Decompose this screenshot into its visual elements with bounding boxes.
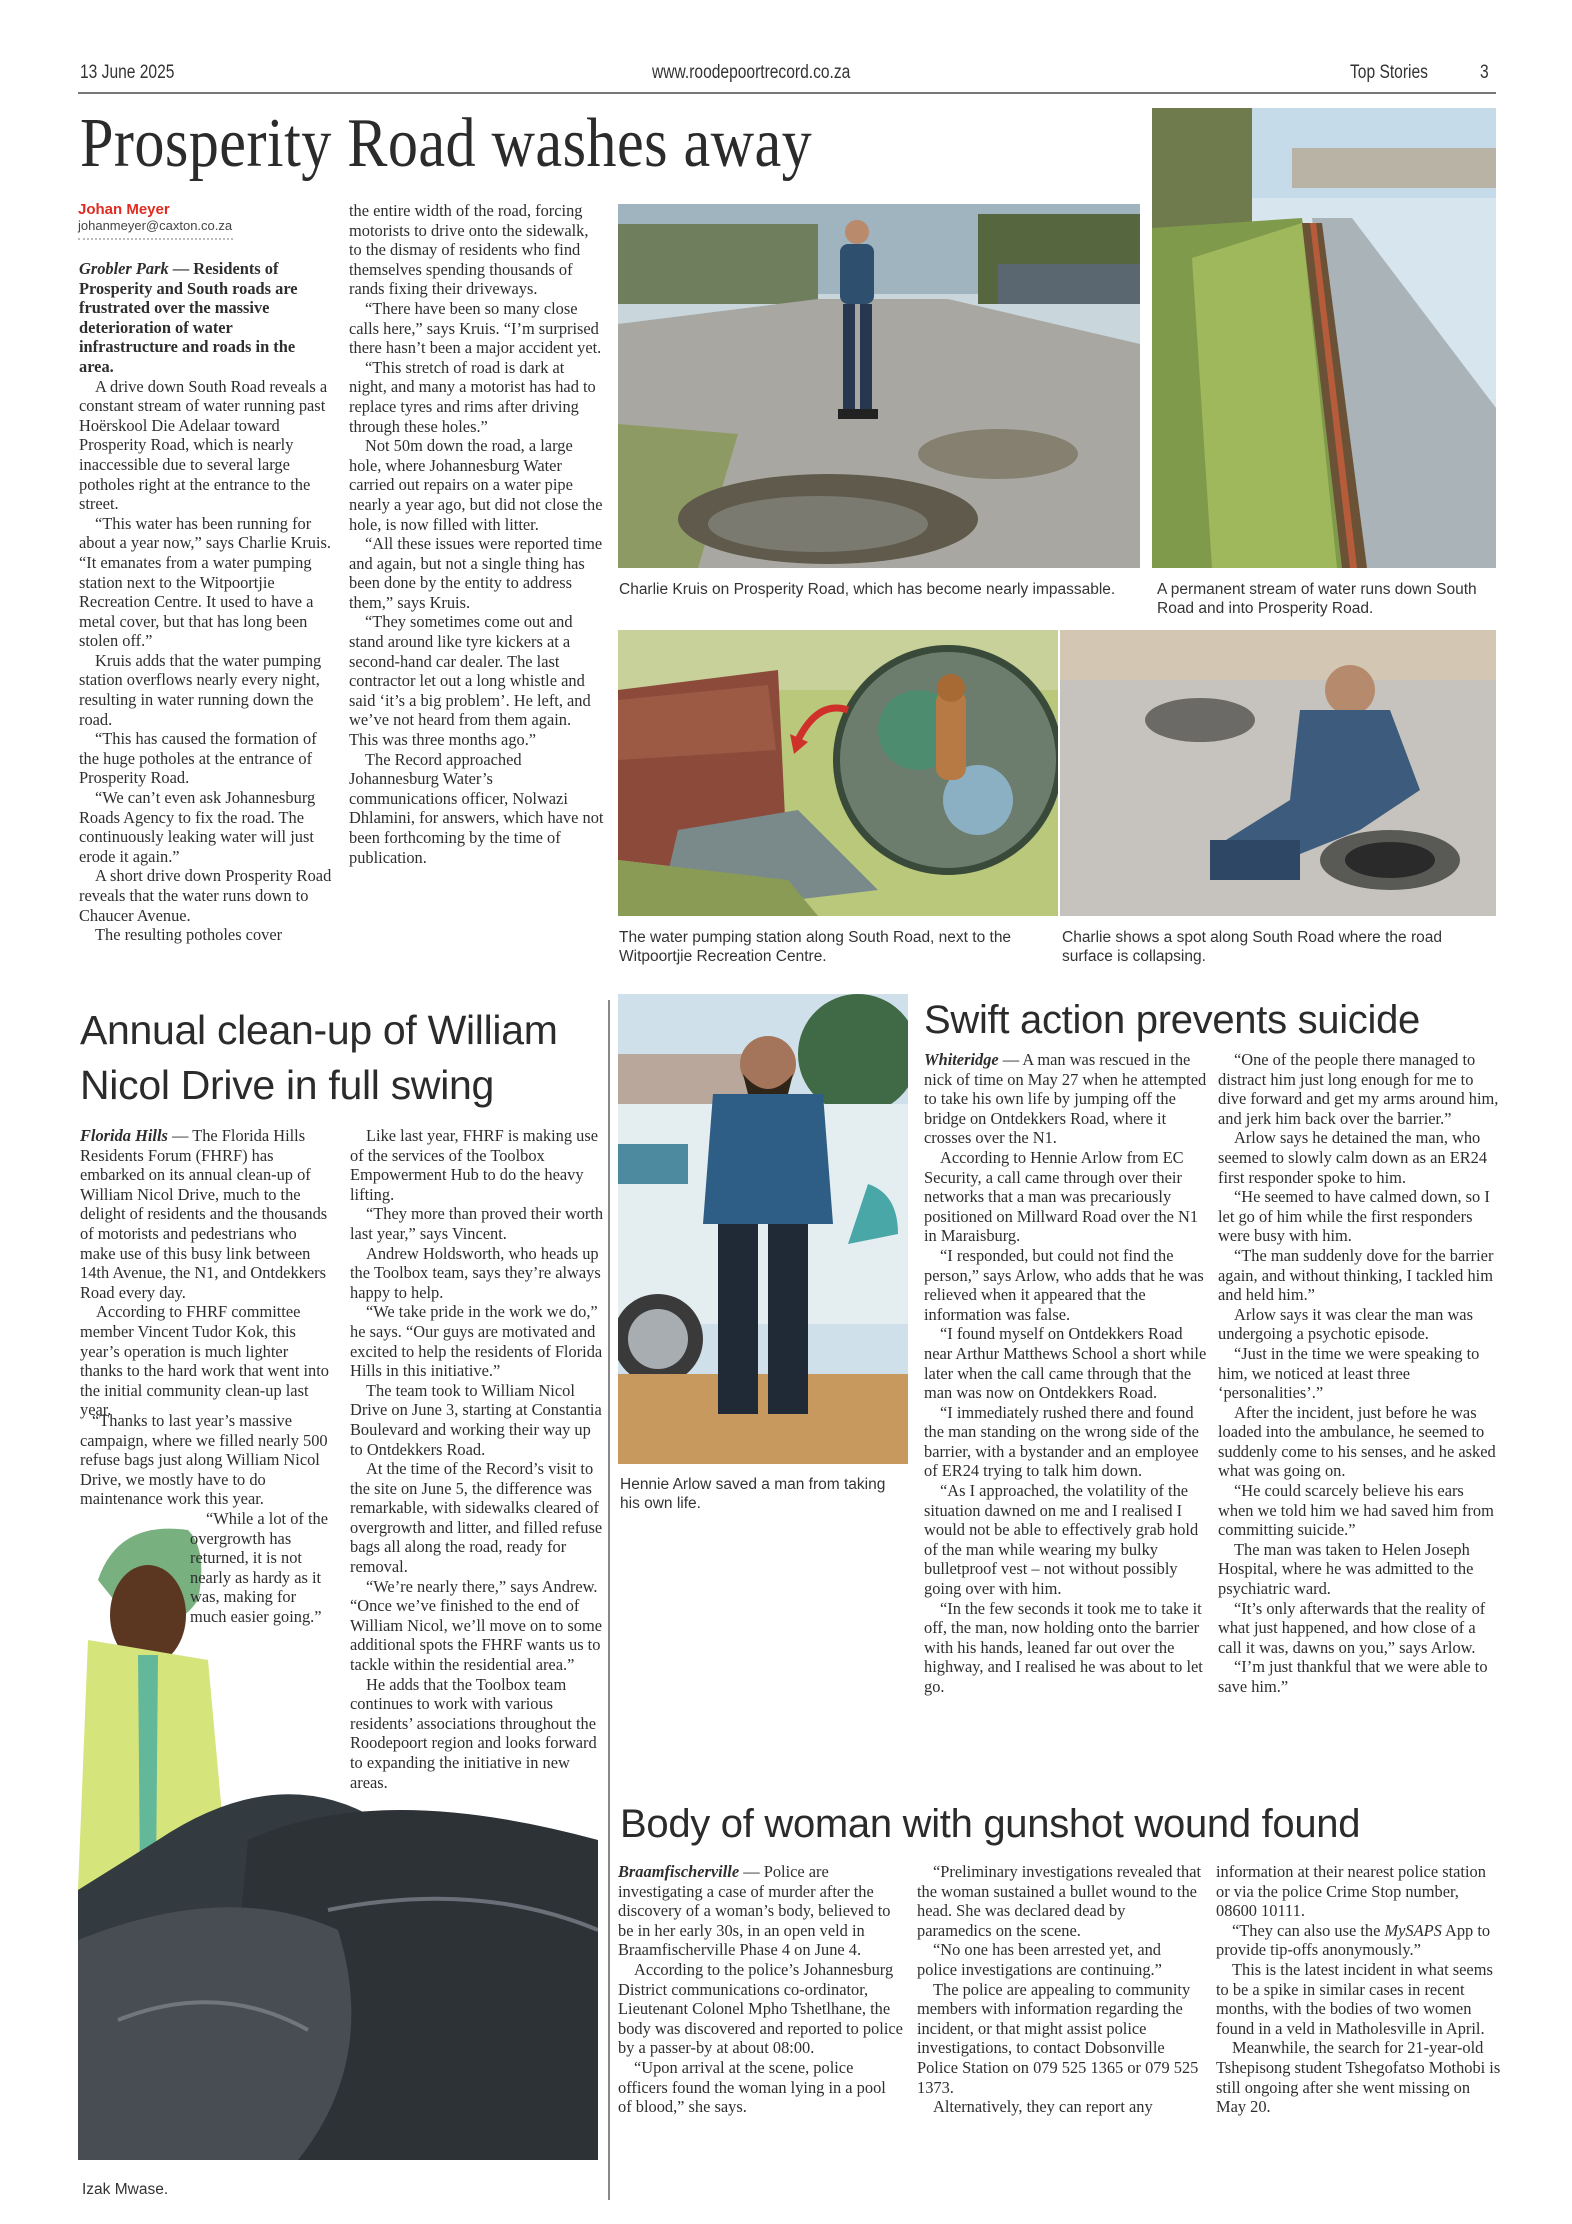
story2-column-1	[80, 1126, 335, 1420]
paragraph: “I’m just thankful that we were able to save him.”	[1218, 1657, 1488, 1696]
paragraph: The Record approached Johannesburg Water’s communications officer, Nolwazi Dhlamini, for answers, which have not been forthcoming by the time of publication.	[349, 749, 604, 867]
paragraph: Like last year, FHRF is making use of the services of the Toolbox Empowerment Hub to do the heavy lifting.	[350, 1126, 598, 1204]
caption-photo-1: Charlie Kruis on Prosperity Road, which has become nearly impassable.	[619, 581, 1116, 598]
paragraph: “They sometimes come out and stand around like tyre kickers at a second-hand car dealer. The last contractor let out a long whistle and said ‘it’s a big problem’. He left, and we’ve not heard from them again. This was three months ago.”	[349, 612, 591, 750]
website-url[interactable]: www.roodepoortrecord.co.za	[652, 62, 851, 83]
wrap-text-block	[80, 1411, 335, 1721]
paragraph: Not 50m down the road, a large hole, where Johannesburg Water carried out repairs on a water pipe nearly a year ago, but did not close the hole, is now filled with litter.	[349, 436, 603, 534]
paragraph: “We take pride in the work we do,” he says. “Our guys are motivated and excited to help the residents of Florida Hills in this initiative.”	[350, 1302, 603, 1381]
story3-intro: Whiteridge — A man was rescued in the nick of time on May 27 when he attempted to take his own life by jumping off the bridge on Ontdekkers Road, where it crosses over the N1.	[924, 1050, 1207, 1148]
paragraph: “Thanks to last year’s massive campaign, where we filled nearly 500 refuse bags just along William Nicol Drive, we mostly have to do maintenance work this year.	[80, 1411, 328, 1509]
mysaps-app-name: MySAPS	[1384, 1920, 1442, 1940]
paragraph: The resulting potholes cover	[95, 925, 283, 945]
story2-column-1-wrap	[80, 1411, 335, 1721]
story4-headline: Body of woman with gunshot wound found	[620, 1802, 1361, 1846]
paragraph: “I found myself on Ontdekkers Road near Arthur Matthews School a short while later when the call came through that the man was now on Ontdekkers Road.	[924, 1324, 1207, 1403]
caption-photo-2: A permanent stream of water runs down South Road and into Prosperity Road.	[1157, 581, 1477, 617]
photo-charlie-on-road	[618, 204, 1140, 568]
paragraph: A drive down South Road reveals a constant stream of water running past Hoërskool Die Adelaar toward Prosperity Road, which is nearly inaccessible due to several large potholes right at the entrance to the street.	[79, 376, 328, 514]
paragraph: “He could scarcely believe his ears when we told him we had saved him from committing suicide.”	[1218, 1481, 1494, 1540]
paragraph: Arlow says he detained the man, who seemed to slowly calm down as an ER24 first responder spoke to him.	[1218, 1128, 1488, 1187]
paragraph: After the incident, just before he was loaded into the ambulance, he seemed to suddenly come to his senses, and he asked what was going on.	[1218, 1402, 1496, 1481]
column-divider	[608, 1000, 610, 2200]
story1-lead: Grobler Park — Residents of Prosperity and South roads are frustrated over the massive deterioration of water infrastructure and roads in the area.	[79, 259, 298, 376]
paragraph: “In the few seconds it took me to take it off, the man, now holding onto the barrier with his hands, leaned far out over the highway, and I realised he was about to let go.	[924, 1598, 1203, 1696]
paragraph: “We’re nearly there,” says Andrew. “Once we’ve finished to the end of William Nicol, we’ll move on to some additional spots the FHRF wants us to tackle within the residential area.”	[350, 1576, 602, 1675]
story3-column-2	[1218, 1050, 1502, 1697]
paragraph: “There have been so many close calls here,” says Kruis. “I’m surprised there hasn’t been a major accident yet.	[349, 298, 602, 358]
photo-hennie-arlow	[618, 994, 908, 1464]
paragraph: “One of the people there managed to distract him just long enough for me to dive forward and get my arms around him, and jerk him back over the barrier.”	[1218, 1050, 1499, 1128]
byline-email[interactable]: johanmeyer@caxton.co.za	[78, 218, 233, 233]
hennie-arlow-image	[618, 994, 908, 1464]
paragraph: “They can also use the MySAPS App to provide tip-offs anonymously.”	[1216, 1920, 1491, 1960]
paragraph: The man was taken to Helen Joseph Hospital, where he was admitted to the psychiatric ward.	[1218, 1539, 1474, 1599]
caption-hennie-arlow: Hennie Arlow saved a man from taking his own life.	[620, 1476, 886, 1512]
byline-name: Johan Meyer	[78, 201, 170, 218]
paragraph: This is the latest incident in what seems to be a spike in similar cases in recent months, with the bodies of two women found in a veld in Matholesville in April.	[1216, 1959, 1493, 2038]
paragraph: Meanwhile, the search for 21-year-old Tshepisong student Tshegofatso Mothobi is still ongoing after she went missing on May 20.	[1216, 2038, 1501, 2117]
caption-photo-3: The water pumping station along South Road, next to the Witpoortjie Recreation Centre.	[619, 929, 1012, 965]
paragraph: “We can’t even ask Johannesburg Roads Agency to fix the road. The continuously leaking water will just erode it again.”	[79, 788, 316, 866]
paragraph: “I immediately rushed there and found the man standing on the wrong side of the barrier, with a bystander and an employee of ER24 trying to talk him down.	[924, 1402, 1199, 1481]
paragraph: “No one has been arrested yet, and police investigations are continuing.”	[917, 1940, 1162, 1979]
paragraph: The team took to William Nicol Drive on June 3, starting at Constantia Boulevard and working their way up to Ontdekkers Road.	[350, 1380, 602, 1459]
paragraph: information at their nearest police station or via the police Crime Stop number, 08600 10111.	[1216, 1862, 1486, 1921]
caption-izak-mwase: Izak Mwase.	[82, 2181, 169, 2198]
paragraph: “All these issues were reported time and again, but not a single thing has been done by the entity to address them,” says Kruis.	[349, 534, 603, 612]
paragraph: “This water has been running for about a year now,” says Charlie Kruis. “It emanates from a water pumping station next to the Witpoortjie Recreation Centre. It used to have a metal cover, but that has long been stolen off.”	[79, 513, 332, 651]
story4-column-3	[1216, 1862, 1501, 2117]
paragraph: the entire width of the road, forcing motorists to drive onto the sidewalk, to the dismay of residents who find themselves spending thousands of rands fixing their driveways.	[349, 201, 589, 299]
caption-photo-4: Charlie shows a spot along South Road where the road surface is collapsing.	[1062, 929, 1442, 965]
paragraph: “This has caused the formation of the huge potholes at the entrance of Prosperity Road.	[79, 729, 317, 788]
story3-column-1	[924, 1050, 1208, 1697]
paragraph: “I responded, but could not find the person,” says Arlow, who adds that he was relieved when it appeared that the information was false.	[924, 1245, 1204, 1324]
paragraph: “Preliminary investigations revealed that the woman sustained a bullet wound to the head. She was declared dead by paramedics on the scene.	[917, 1862, 1202, 1940]
story4-intro: Braamfischerville — Police are investigating a case of murder after the discovery of a woman’s body, believed to be in her early 30s, in an open veld in Braamfischerville Phase 4 on June 4.	[618, 1862, 891, 1960]
story4-column-1	[618, 1862, 903, 2117]
photo-water-stream	[1152, 108, 1496, 568]
pumping-station-image	[618, 630, 1058, 916]
paragraph: According to Hennie Arlow from EC Security, a call came through over their networks that a man was precariously positioned on Millward Road over the N1 in Maraisburg.	[924, 1147, 1199, 1246]
story1-byline	[78, 201, 338, 240]
stream-photo-image	[1152, 108, 1496, 568]
paragraph: “Just in the time we were speaking to him, we noticed at least three ‘personalities’.”	[1218, 1343, 1480, 1403]
section-label: Top Stories	[1350, 62, 1428, 83]
photo-pumping-station	[618, 630, 1058, 916]
paragraph: “They more than proved their worth last year,” says Vincent.	[350, 1204, 604, 1243]
paragraph: Alternatively, they can report any	[933, 2097, 1153, 2117]
paragraph: “While a lot of the overgrowth has returned, it is not nearly as hardy as it was, making for much easier going.”	[190, 1508, 328, 1626]
page-number: 3	[1480, 62, 1489, 83]
paragraph: At the time of the Record’s visit to the site on June 5, the difference was remarkable, with sidewalks cleared of overgrowth and litter, and filled refuse bags all along the road, ready for removal.	[350, 1459, 603, 1577]
paragraph: “He seemed to have calmed down, so I let go of him while the first responders were busy with him.	[1218, 1187, 1490, 1246]
paragraph: “The man suddenly dove for the barrier again, and without thinking, I tackled him and held him.”	[1218, 1245, 1494, 1305]
paragraph: According to the police’s Johannesburg District communications co-ordinator, Lieutenant Colonel Mpho Tshetlhane, the body was discovered and reported to police by a passer-by at about 08:00.	[618, 1959, 903, 2058]
story1-column-1	[79, 259, 332, 945]
issue-date: 13 June 2025	[80, 62, 175, 83]
paragraph: Andrew Holdsworth, who heads up the Toolbox team, says they’re always happy to help.	[350, 1243, 601, 1302]
paragraph: “As I approached, the volatility of the situation dawned on me and I realised I would not be able to effectively grab hold of the man while wearing my bulky bulletproof vest – not without possibly going over with him.	[924, 1481, 1199, 1599]
header-rule	[78, 92, 1496, 94]
paragraph: “It’s only afterwards that the reality of what just happened, and how close of a call it was, dawns on you,” says Arlow.	[1218, 1598, 1486, 1657]
story2-intro: Florida Hills — The Florida Hills Residents Forum (FHRF) has embarked on its annual clean-up of William Nicol Drive, much to the delight of residents and the thousands of motorists and pedestrians who make use of this busy link between 14th Avenue, the N1, and Ontdekkers Road every day.	[80, 1126, 328, 1302]
photo-road-collapse	[1060, 630, 1496, 916]
paragraph: A short drive down Prosperity Road reveals that the water runs down to Chaucer Avenue.	[79, 866, 332, 925]
paragraph: “Upon arrival at the scene, police officers found the woman lying in a pool of blood,” she says.	[618, 2057, 886, 2117]
road-collapse-image	[1060, 630, 1496, 916]
dateline: Grobler Park	[79, 259, 169, 278]
story1-headline: Prosperity Road washes away	[80, 105, 813, 182]
story3-headline: Swift action prevents suicide	[924, 998, 1420, 1042]
paragraph: According to FHRF committee member Vincent Tudor Kok, this year’s operation is much lighter thanks to the hard work that went into the initial community clean-up last year.	[80, 1302, 329, 1420]
paragraph: “This stretch of road is dark at night, and many a motorist has had to replace tyres and rims after driving through these holes.”	[349, 357, 596, 436]
road-photo-image	[618, 204, 1140, 568]
story4-column-2	[917, 1862, 1202, 2117]
paragraph: Kruis adds that the water pumping station overflows nearly every night, resulting in water running down the road.	[79, 650, 322, 729]
story2-column-2	[350, 1126, 605, 1792]
story2-headline: Annual clean-up of William Nicol Drive in full swing	[80, 1007, 558, 1108]
paragraph: The police are appealing to community members with information regarding the incident, or that might assist police investigations, to contact Dobsonville Police Station on 079 525 1365 or 079 525 1373.	[917, 1979, 1199, 2097]
paragraph: Arlow says it was clear the man was undergoing a psychotic episode.	[1218, 1304, 1473, 1344]
byline-divider	[78, 236, 233, 240]
paragraph: He adds that the Toolbox team continues to work with various residents’ associations throughout the Roodepoort region and looks forward to expanding the initiative in new areas.	[350, 1674, 597, 1792]
story1-column-2	[349, 201, 604, 867]
